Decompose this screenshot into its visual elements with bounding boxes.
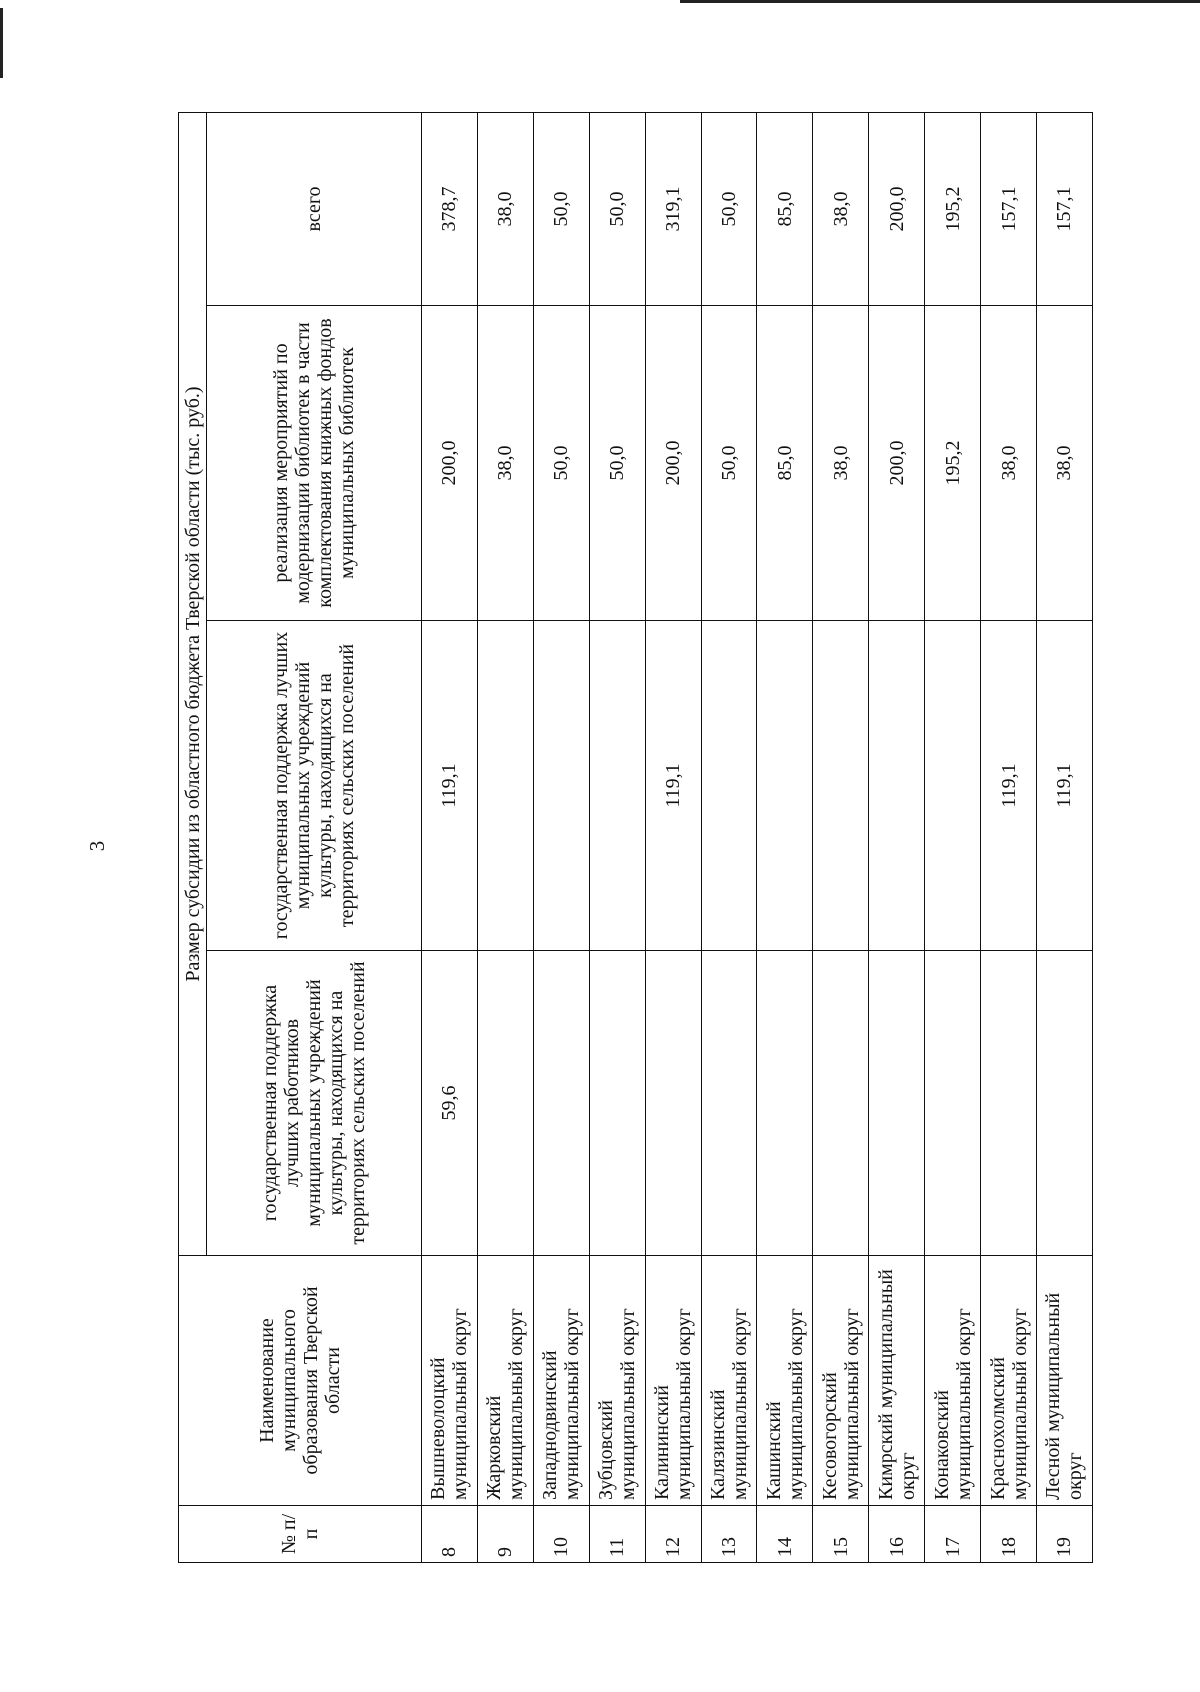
library-modernization-value: 50,0 bbox=[589, 306, 645, 621]
workers-support-value bbox=[533, 951, 589, 1256]
total-value: 200,0 bbox=[869, 112, 925, 305]
municipality-name: Лесной муниципальный округ bbox=[1036, 1256, 1092, 1506]
page-number: 3 bbox=[85, 840, 109, 852]
library-modernization-value: 38,0 bbox=[813, 306, 869, 621]
header-number: № п/п bbox=[179, 1506, 422, 1563]
total-value: 50,0 bbox=[589, 112, 645, 305]
library-modernization-value: 85,0 bbox=[757, 306, 813, 621]
workers-support-value bbox=[701, 951, 757, 1256]
institutions-support-value bbox=[533, 621, 589, 951]
total-value: 195,2 bbox=[925, 112, 981, 305]
municipality-name: Конаковский муниципальный округ bbox=[925, 1256, 981, 1506]
total-value: 319,1 bbox=[645, 112, 701, 305]
table-row bbox=[925, 112, 981, 1562]
row-number: 8 bbox=[422, 1506, 478, 1563]
total-value: 157,1 bbox=[1036, 112, 1092, 305]
table-row bbox=[422, 112, 478, 1562]
row-number: 15 bbox=[813, 1506, 869, 1563]
institutions-support-value: 119,1 bbox=[645, 621, 701, 951]
header-institutions-support: государственная поддержка лучших муниципальных учреждений культуры, находящихся на территориях сельских поселений bbox=[207, 621, 422, 951]
scan-edge-left bbox=[0, 8, 3, 78]
total-value: 50,0 bbox=[701, 112, 757, 305]
total-value: 38,0 bbox=[813, 112, 869, 305]
header-name: Наименование муниципального образования Тверской области bbox=[179, 1256, 422, 1506]
table-row bbox=[701, 112, 757, 1562]
workers-support-value bbox=[869, 951, 925, 1256]
municipality-name: Западнодвинский муниципальный округ bbox=[533, 1256, 589, 1506]
library-modernization-value: 38,0 bbox=[981, 306, 1037, 621]
institutions-support-value bbox=[757, 621, 813, 951]
municipality-name: Кесовогорский муниципальный округ bbox=[813, 1256, 869, 1506]
municipality-name: Жарковский муниципальный округ bbox=[477, 1256, 533, 1506]
table-row bbox=[757, 112, 813, 1562]
workers-support-value bbox=[589, 951, 645, 1256]
row-number: 13 bbox=[701, 1506, 757, 1563]
row-number: 16 bbox=[869, 1506, 925, 1563]
header-subsidy-group: Размер субсидии из областного бюджета Тверской области (тыс. руб.) bbox=[179, 112, 207, 1255]
institutions-support-value bbox=[869, 621, 925, 951]
workers-support-value bbox=[477, 951, 533, 1256]
row-number: 11 bbox=[589, 1506, 645, 1563]
municipality-name: Зубцовский муниципальный округ bbox=[589, 1256, 645, 1506]
row-number: 10 bbox=[533, 1506, 589, 1563]
workers-support-value bbox=[981, 951, 1037, 1256]
table-row bbox=[533, 112, 589, 1562]
library-modernization-value: 200,0 bbox=[645, 306, 701, 621]
table-row bbox=[645, 112, 701, 1562]
institutions-support-value: 119,1 bbox=[1036, 621, 1092, 951]
total-value: 85,0 bbox=[757, 112, 813, 305]
table-row bbox=[1036, 112, 1092, 1562]
institutions-support-value: 119,1 bbox=[981, 621, 1037, 951]
table-body bbox=[422, 112, 1093, 1562]
workers-support-value bbox=[645, 951, 701, 1256]
subsidy-table bbox=[178, 112, 1093, 1563]
institutions-support-value bbox=[477, 621, 533, 951]
header-total: всего bbox=[207, 112, 422, 305]
row-number: 9 bbox=[477, 1506, 533, 1563]
workers-support-value bbox=[813, 951, 869, 1256]
subsidy-table-container bbox=[178, 113, 1093, 1563]
municipality-name: Кимрский муниципальный округ bbox=[869, 1256, 925, 1506]
table-row bbox=[981, 112, 1037, 1562]
header-library-modernization: реализация мероприятий по модернизации библиотек в части комплектования книжных фондов муниципальных библиотек bbox=[207, 306, 422, 621]
total-value: 157,1 bbox=[981, 112, 1037, 305]
header-workers-support: государственная поддержка лучших работников муниципальных учреждений культуры, находящихся на территориях сельских поселений bbox=[207, 951, 422, 1256]
table-row bbox=[589, 112, 645, 1562]
municipality-name: Кашинский муниципальный округ bbox=[757, 1256, 813, 1506]
total-value: 38,0 bbox=[477, 112, 533, 305]
library-modernization-value: 50,0 bbox=[701, 306, 757, 621]
library-modernization-value: 50,0 bbox=[533, 306, 589, 621]
library-modernization-value: 195,2 bbox=[925, 306, 981, 621]
row-number: 12 bbox=[645, 1506, 701, 1563]
municipality-name: Калининский муниципальный округ bbox=[645, 1256, 701, 1506]
municipality-name: Калязинский муниципальный округ bbox=[701, 1256, 757, 1506]
institutions-support-value bbox=[813, 621, 869, 951]
table-row bbox=[477, 112, 533, 1562]
total-value: 378,7 bbox=[422, 112, 478, 305]
workers-support-value bbox=[1036, 951, 1092, 1256]
municipality-name: Вышневолоцкий муниципальный округ bbox=[422, 1256, 478, 1506]
municipality-name: Краснохолмский муниципальный округ bbox=[981, 1256, 1037, 1506]
workers-support-value bbox=[925, 951, 981, 1256]
workers-support-value: 59,6 bbox=[422, 951, 478, 1256]
workers-support-value bbox=[757, 951, 813, 1256]
scan-edge-top bbox=[680, 0, 1200, 3]
table-row bbox=[813, 112, 869, 1562]
institutions-support-value bbox=[701, 621, 757, 951]
row-number: 14 bbox=[757, 1506, 813, 1563]
total-value: 50,0 bbox=[533, 112, 589, 305]
library-modernization-value: 200,0 bbox=[422, 306, 478, 621]
institutions-support-value bbox=[589, 621, 645, 951]
row-number: 19 bbox=[1036, 1506, 1092, 1563]
row-number: 18 bbox=[981, 1506, 1037, 1563]
table-row bbox=[869, 112, 925, 1562]
row-number: 17 bbox=[925, 1506, 981, 1563]
institutions-support-value bbox=[925, 621, 981, 951]
library-modernization-value: 200,0 bbox=[869, 306, 925, 621]
library-modernization-value: 38,0 bbox=[477, 306, 533, 621]
library-modernization-value: 38,0 bbox=[1036, 306, 1092, 621]
institutions-support-value: 119,1 bbox=[422, 621, 478, 951]
